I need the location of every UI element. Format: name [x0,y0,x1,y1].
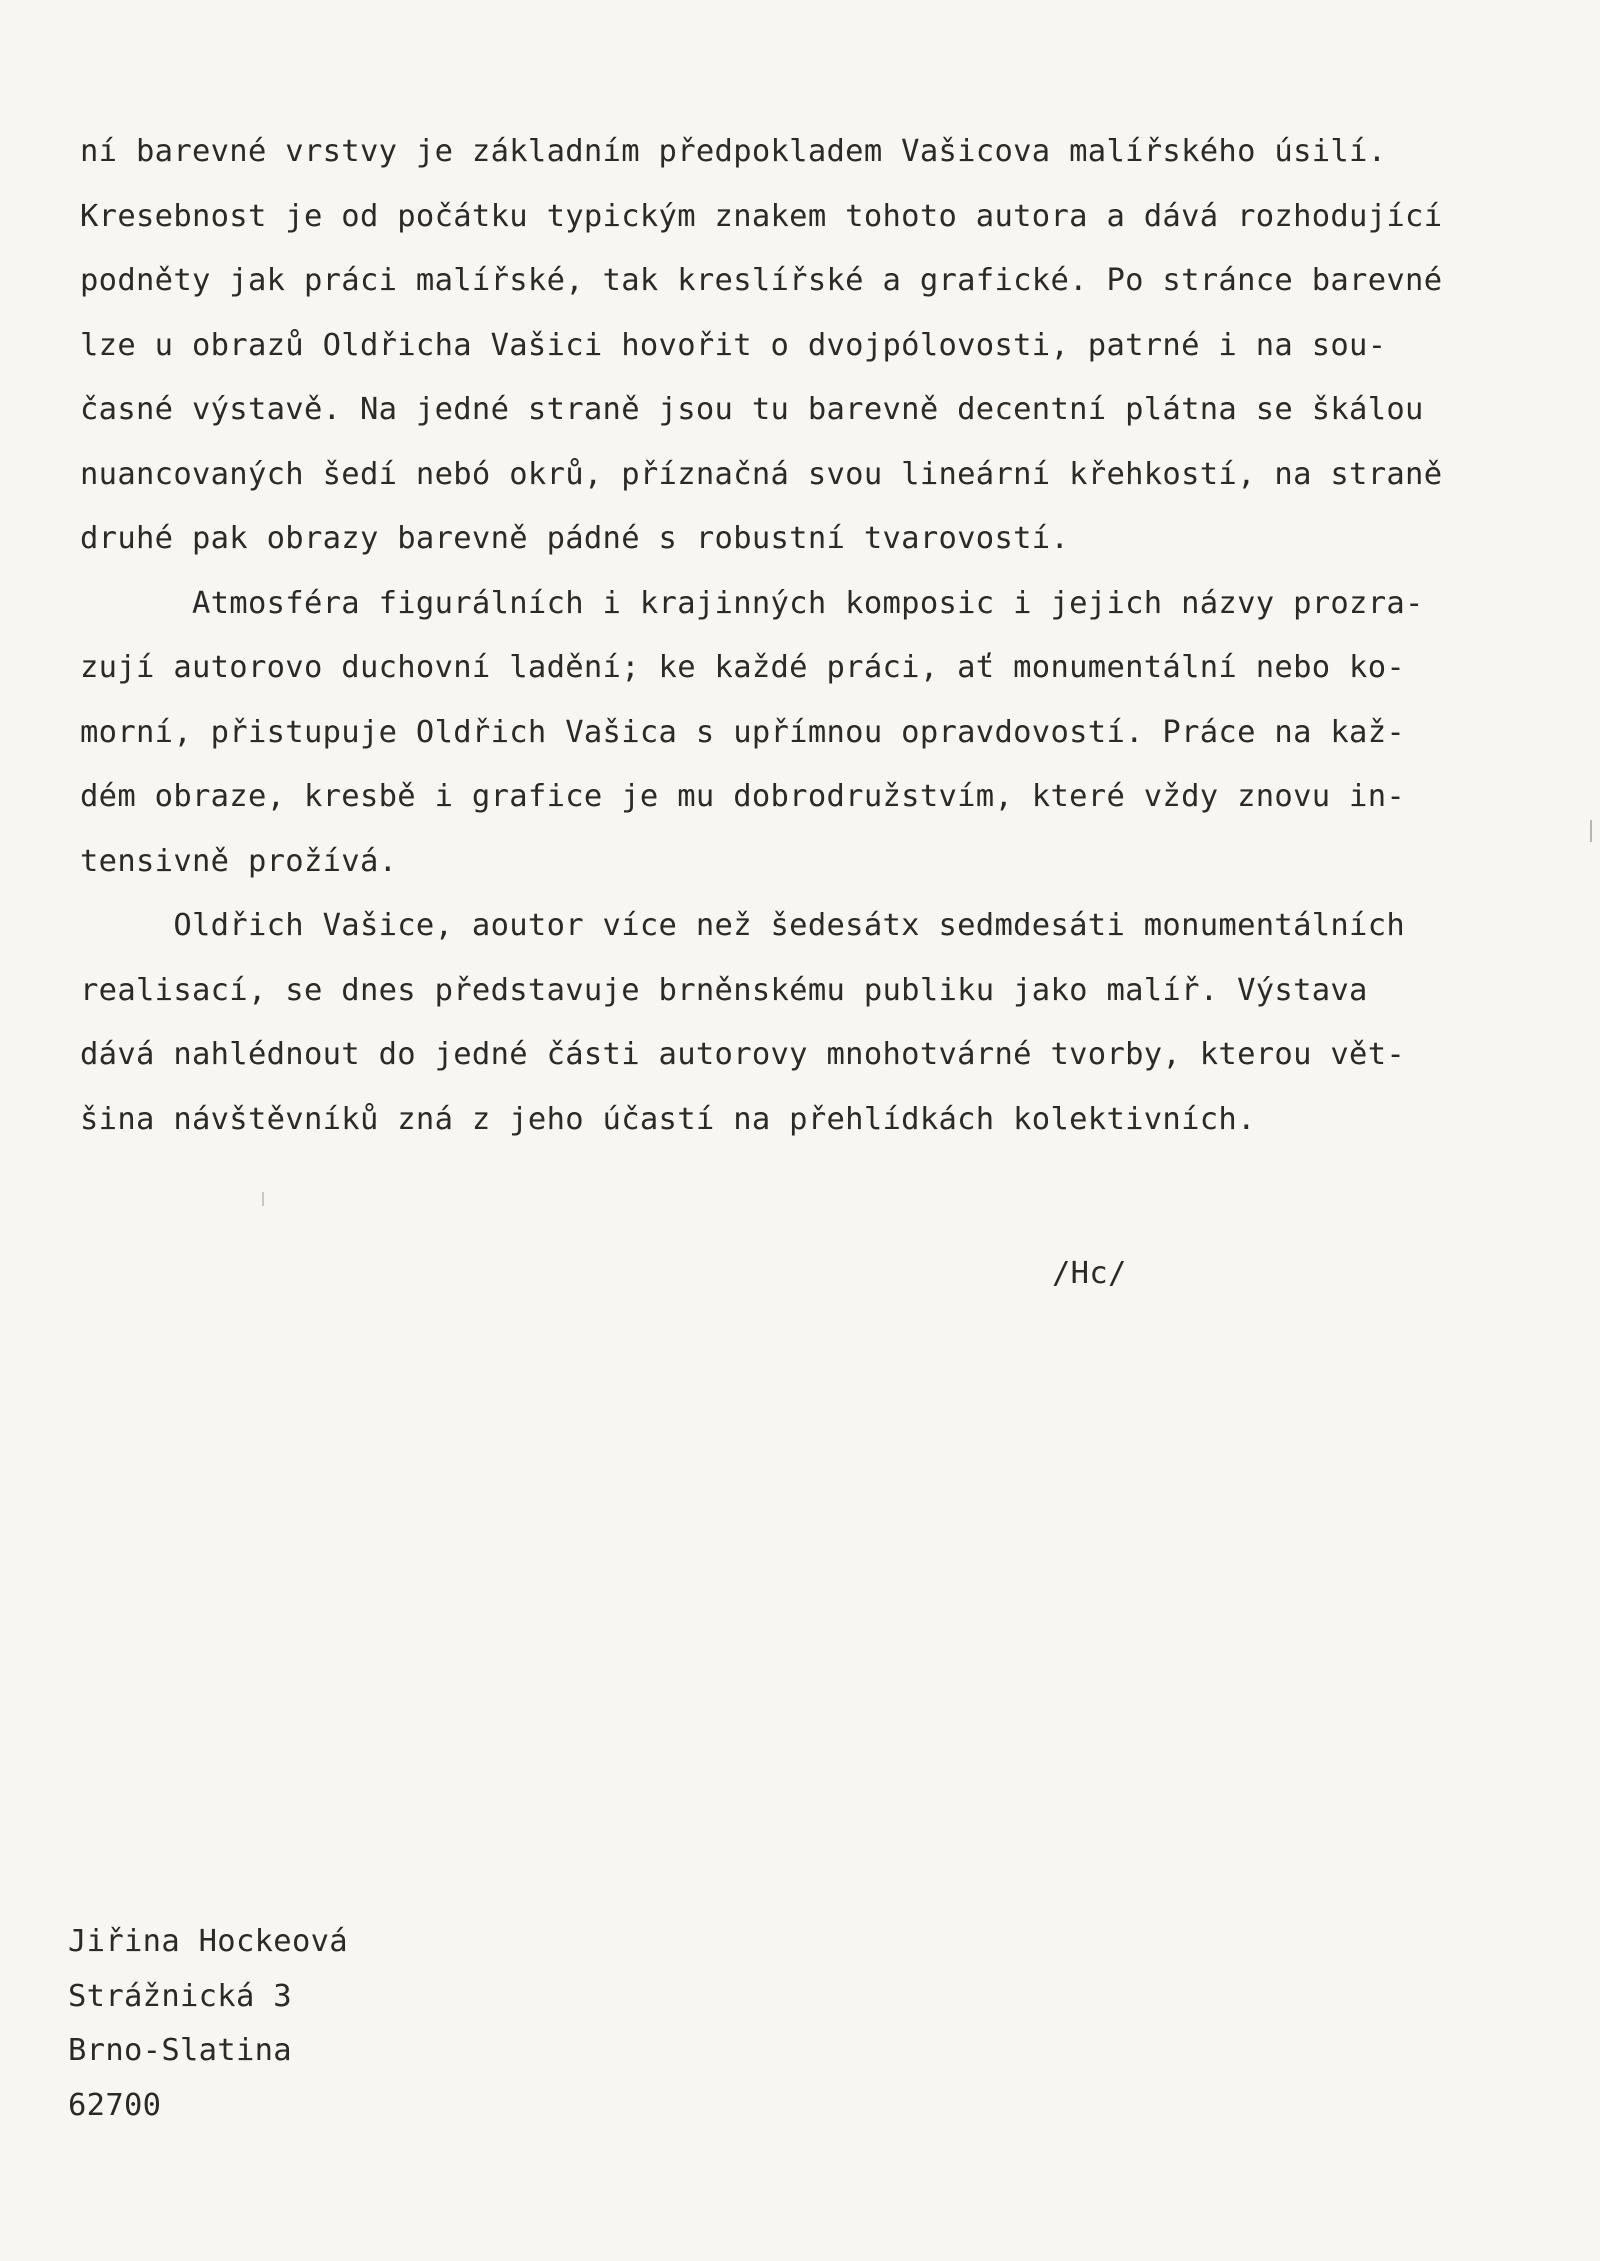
paragraph-2 [80,572,1560,895]
scan-fleck [262,1192,264,1206]
text-line: Oldřich Vašice, aoutor více než šedesátx sedmdesáti monumentálních [80,908,1406,943]
address-street: Strážnická 3 [68,1978,292,2014]
text-line: morní, přistupuje Oldřich Vašica s upřímnou opravdovostí. Práce na kaž- [80,714,1406,750]
text-line: časné výstavě. Na jedné straně jsou tu barevně decentní plátna se škálou [80,392,1424,427]
text-line: zují autorovo duchovní ladění; ke každé práci, ať monumentální nebo ko- [80,650,1406,685]
text-line: Kresebnost je od počátku typickým znakem tohoto autora a dává rozhodující [80,198,1443,234]
address-city: Brno-Slatina [68,2033,292,2068]
text-line: realisací, se dnes představuje brněnskému publiku jako malíř. Výstava [80,972,1368,1008]
address-name: Jiřina Hockeová [68,1924,348,1959]
scan-edge-mark [1590,820,1592,842]
text-line: dém obraze, kresbě i grafice je mu dobrodružstvím, které vždy znovu in- [80,779,1406,814]
text-line: druhé pak obrazy barevně pádné s robustní tvarovostí. [80,521,1070,556]
text-line: šina návštěvníků zná z jeho účastí na přehlídkách kolektivních. [80,1101,1256,1137]
address-block [68,1915,348,2133]
body-text [80,120,1560,1152]
text-line: podněty jak práci malířské, tak kreslířské a grafické. Po stránce barevné [80,263,1443,298]
text-line: ní barevné vrstvy je základním předpokladem Vašicova malířského úsilí. [80,134,1387,169]
signature: /Hc/ [1052,1256,1127,1291]
address-postcode: 62700 [68,2087,162,2123]
text-line: nuancovaných šedí nebó okrů, příznačná svou lineární křehkostí, na straně [80,456,1443,492]
paragraph-3 [80,894,1560,1152]
text-line: tensivně prožívá. [80,843,398,879]
paragraph-1 [80,120,1560,572]
text-line: lze u obrazů Oldřicha Vašici hovořit o dvojpólovosti, patrné i na sou- [80,327,1387,363]
text-line: Atmosféra figurálních i krajinných komposic i jejich názvy prozra- [80,585,1424,621]
text-line: dává nahlédnout do jedné části autorovy mnohotvárné tvorby, kterou vět- [80,1037,1406,1072]
